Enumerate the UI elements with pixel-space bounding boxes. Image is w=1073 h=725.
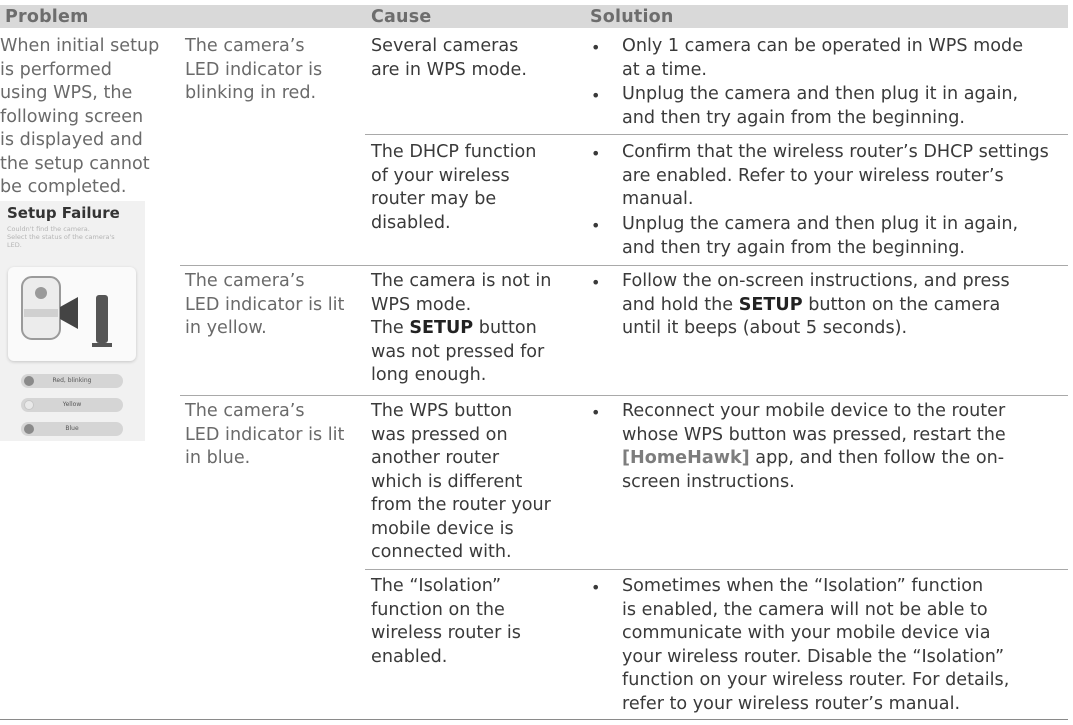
bullet: • [591,86,601,105]
solution-reconnect: Reconnect your mobile device to the router whose WPS button was pressed, restart the [HomeHawk] app, and then follow the on- screen instructions. [622,401,1006,492]
bullet: • [591,403,601,422]
row-divider [180,395,1068,396]
camera-icon [8,267,136,361]
cause-several-cameras: Several cameras are in WPS mode. [371,36,527,80]
header-solution: Solution [590,7,674,27]
option-yellow[interactable]: Yellow [21,398,123,412]
cause-isolation: The “Isolation” function on the wireless router is enabled. [371,576,521,667]
setup-keyword: SETUP [409,318,474,338]
cause-other-router: The WPS button was pressed on another router which is different from the router your mobile device is connected with. [371,401,551,562]
header-cause: Cause [371,7,432,27]
solution-isolation: Sometimes when the “Isolation” function is enabled, the camera will not be able to communicate with your mobile device via your wireless router. Disable the “Isolation” function on your wireless router. For details, refer to your wireless router’s manual. [622,576,1010,714]
phone-subtitle: Couldn't find the camera. Select the status of the camera's LED. [7,225,115,249]
cause-dhcp: The DHCP function of your wireless router may be disabled. [371,142,537,233]
led-red-text: The camera’s LED indicator is blinking in red. [185,36,323,103]
phone-title: Setup Failure [7,204,120,222]
solution-unplug-1: Unplug the camera and then plug it in again, and then try again from the beginning. [622,84,1019,128]
bullet: • [591,38,601,57]
bullet: • [591,273,601,292]
header-problem: Problem [5,7,89,27]
led-blue-text: The camera’s LED indicator is lit in blue. [185,401,345,468]
cause-not-wps: The camera is not in WPS mode. The SETUP button was not pressed for long enough. [371,271,552,385]
camera-illustration-card [8,267,136,361]
option-blue[interactable]: Blue [21,422,123,436]
row-divider [365,134,1068,135]
solution-one-camera: Only 1 camera can be operated in WPS mode at a time. [622,36,1024,80]
bullet: • [591,144,601,163]
setup-keyword: SETUP [738,294,803,315]
solution-press-setup: Follow the on-screen instructions, and press and hold the SETUP button on the camera until it beeps (about 5 seconds). [622,271,1010,338]
setup-failure-screenshot [0,201,145,441]
led-yellow-text: The camera’s LED indicator is lit in yellow. [185,271,345,338]
problem-text: When initial setup is performed using WPS, the following screen is displayed and the setup cannot be completed. [0,36,160,197]
solution-unplug-2: Unplug the camera and then plug it in again, and then try again from the beginning. [622,214,1019,258]
table-header [0,5,1068,28]
row-divider [180,265,1068,266]
row-divider [365,569,1068,570]
homehawk-app-name: [HomeHawk] [622,448,750,468]
solution-dhcp: Confirm that the wireless router’s DHCP settings are enabled. Refer to your wireless router’s manual. [622,142,1049,209]
table-bottom-border [0,719,1068,720]
option-red-blinking[interactable]: Red, blinking [21,374,123,388]
bullet: • [591,578,601,597]
bullet: • [591,216,601,235]
